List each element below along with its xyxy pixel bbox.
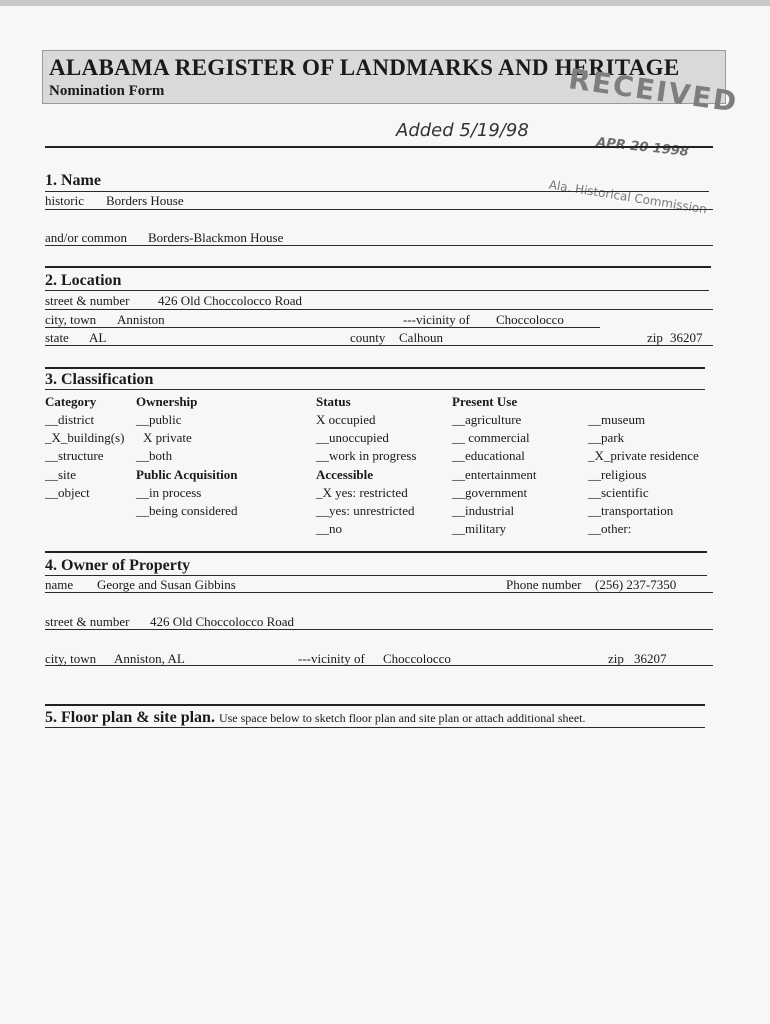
county-value[interactable]: Calhoun (399, 330, 444, 345)
divider (45, 551, 707, 553)
acquisition-heading: Public Acquisition (136, 467, 238, 482)
owner-city-value[interactable]: Anniston, AL (114, 651, 185, 666)
field-line (45, 629, 713, 630)
owner-name-label: name (45, 577, 74, 592)
common-label: and/or common (45, 230, 127, 245)
divider (45, 290, 709, 291)
category-building[interactable]: _X_building(s) (45, 430, 125, 445)
field-line (45, 309, 713, 310)
street-label: street & number (45, 293, 130, 308)
use-private-residence[interactable]: _X_private residence (588, 448, 699, 463)
owner-street-label: street & number (45, 614, 130, 629)
owner-zip-value[interactable]: 36207 (634, 651, 667, 666)
status-heading: Status (316, 394, 351, 409)
section-floorplan (45, 709, 586, 727)
section-owner-heading: 4. Owner of Property (45, 557, 191, 574)
common-value[interactable]: Borders-Blackmon House (148, 230, 284, 245)
use-educational[interactable]: __educational (452, 448, 525, 463)
zip-value[interactable]: 36207 (670, 330, 703, 345)
street-value[interactable]: 426 Old Choccolocco Road (158, 293, 303, 308)
section-floorplan-heading: 5. Floor plan & site plan. (45, 709, 215, 726)
city-value[interactable]: Anniston (117, 312, 165, 327)
ownership-public[interactable]: __public (136, 412, 182, 427)
use-museum[interactable]: __museum (588, 412, 646, 427)
field-line (45, 665, 713, 666)
category-district[interactable]: __district (45, 412, 95, 427)
floorplan-instruction: Use space below to sketch floor plan and site plan or attach additional sheet. (218, 711, 586, 725)
sketch-area[interactable] (45, 740, 713, 1010)
accessible-yes-unrestricted[interactable]: __yes: unrestricted (316, 503, 415, 518)
use-agriculture[interactable]: __agriculture (452, 412, 522, 427)
owner-vicinity-value[interactable]: Choccolocco (383, 651, 451, 666)
zip-label: zip (647, 330, 663, 345)
ownership-private[interactable]: X private (143, 430, 192, 445)
category-site[interactable]: __site (45, 467, 77, 482)
use-military[interactable]: __military (452, 521, 507, 536)
divider (45, 191, 709, 192)
present-use-heading: Present Use (452, 394, 518, 409)
acquisition-in-process[interactable]: __in process (136, 485, 202, 500)
accessible-yes-restricted[interactable]: _X yes: restricted (316, 485, 408, 500)
use-other[interactable]: __other: (588, 521, 632, 536)
field-line (45, 245, 713, 246)
status-unoccupied[interactable]: __unoccupied (316, 430, 389, 445)
use-religious[interactable]: __religious (588, 467, 647, 482)
use-industrial[interactable]: __industrial (452, 503, 515, 518)
field-line (45, 592, 713, 593)
category-structure[interactable]: __structure (45, 448, 104, 463)
use-entertainment[interactable]: __entertainment (452, 467, 537, 482)
ownership-heading: Ownership (136, 394, 198, 409)
scan-edge (0, 0, 770, 6)
form-title: ALABAMA REGISTER OF LANDMARKS AND HERITAGE (49, 55, 680, 80)
vicinity-value[interactable]: Choccolocco (496, 312, 564, 327)
use-transportation[interactable]: __transportation (588, 503, 674, 518)
section-location-heading: 2. Location (45, 272, 122, 289)
received-date-stamp: APR 20 1998 (595, 135, 690, 160)
section-classification-heading: 3. Classification (45, 371, 154, 388)
accessible-heading: Accessible (316, 467, 374, 482)
owner-vicinity-label: ---vicinity of (298, 651, 365, 666)
category-heading: Category (45, 394, 97, 409)
field-line (45, 209, 713, 210)
divider (45, 575, 707, 576)
historic-value[interactable]: Borders House (106, 193, 184, 208)
phone-value[interactable]: (256) 237-7350 (595, 577, 677, 592)
divider (45, 389, 705, 390)
phone-label: Phone number (506, 577, 582, 592)
use-park[interactable]: __park (588, 430, 625, 445)
county-label: county (350, 330, 386, 345)
category-object[interactable]: __object (45, 485, 90, 500)
received-stamp: RECEIVED (566, 62, 741, 119)
city-label: city, town (45, 312, 97, 327)
divider (45, 704, 705, 706)
divider (45, 367, 705, 369)
status-occupied[interactable]: X occupied (316, 412, 376, 427)
divider (45, 146, 713, 148)
accessible-no[interactable]: __no (316, 521, 342, 536)
use-scientific[interactable]: __scientific (588, 485, 649, 500)
use-commercial[interactable]: __ commercial (452, 430, 530, 445)
state-label: state (45, 330, 69, 345)
form-subtitle: Nomination Form (49, 83, 165, 99)
acquisition-being-considered[interactable]: __being considered (136, 503, 238, 518)
divider (45, 727, 705, 728)
owner-name-value[interactable]: George and Susan Gibbins (97, 577, 236, 592)
section-name-heading: 1. Name (45, 172, 101, 189)
use-government[interactable]: __government (452, 485, 528, 500)
state-value[interactable]: AL (89, 330, 107, 345)
commission-stamp: Ala. Historical Commission (547, 177, 708, 217)
status-work-in-progress[interactable]: __work in progress (316, 448, 417, 463)
owner-street-value[interactable]: 426 Old Choccolocco Road (150, 614, 295, 629)
historic-label: historic (45, 193, 84, 208)
ownership-both[interactable]: __both (136, 448, 173, 463)
divider (45, 266, 711, 268)
handwritten-added-note: Added 5/19/98 (396, 120, 529, 141)
owner-zip-label: zip (608, 651, 624, 666)
owner-city-label: city, town (45, 651, 97, 666)
vicinity-label: ---vicinity of (403, 312, 470, 327)
field-line (45, 327, 600, 328)
field-line (45, 345, 713, 346)
